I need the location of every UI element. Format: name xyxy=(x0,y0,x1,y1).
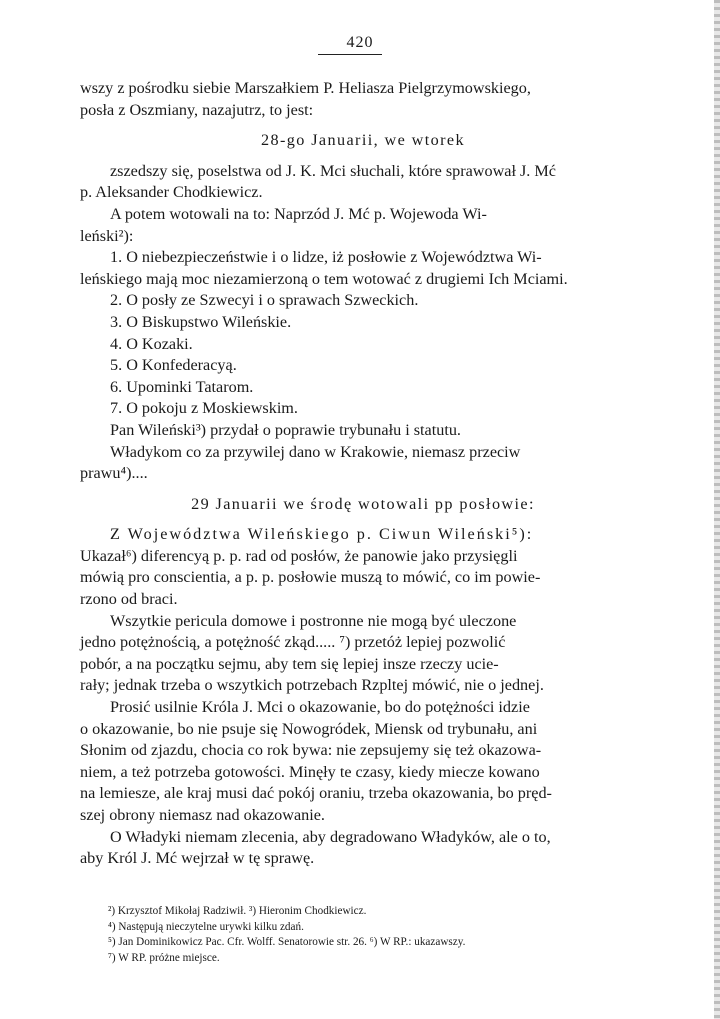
list-item: 2. O posły ze Szwecyi i o sprawach Szweckich. xyxy=(110,291,419,310)
list-item: 6. Upominki Tatarom. xyxy=(110,377,254,396)
text-line: wszy z pośrodku siebie Marszałkiem P. Heliasza Pielgrzymowskiego, xyxy=(80,79,531,97)
text-line: A potem wotowali na to: Naprzód J. Mć p. Wojewoda Wi- xyxy=(110,204,487,223)
text-line: rały; jednak trzeba o wszytkich potrzebach Rzpltej mówić, nie o jednej. xyxy=(80,676,544,695)
footnote: ⁵) Jan Dominikowicz Pac. Cfr. Wolff. Senatorowie str. 26. ⁶) W RP.: ukazawszy. xyxy=(108,936,466,949)
text-line: Ukazał⁶) diferencyą p. p. rad od posłów, że panowie jako przysięgli xyxy=(80,546,518,565)
text-line: posła z Oszmiany, nazajutrz, to jest: xyxy=(80,100,314,119)
text-line: mówią pro conscientia, a p. p. posłowie muszą to mówić, co im powie- xyxy=(80,568,541,587)
text-line: Władykom co za przywilej dano w Krakowie, niemasz przeciw xyxy=(110,442,521,461)
text-line: Pan Wileński³) przydał o poprawie trybunału i statutu. xyxy=(110,420,461,439)
footnotes xyxy=(108,904,648,966)
text-line: na lemiesze, ale kraj musi dać pokój oraniu, trzeba okazowania, bo pręd- xyxy=(80,784,552,803)
text-line: Słonim od zjazdu, chocia co rok bywa: nie zepsujemy się też okazowa- xyxy=(80,741,542,760)
text-line: aby Król J. Mć wejrzał w tę sprawę. xyxy=(80,849,315,868)
section-heading: 28-go Januarii, we wtorek xyxy=(260,131,466,150)
scan-edge-strip xyxy=(714,0,720,1019)
page-number-rule xyxy=(318,54,382,55)
list-item: 4. O Kozaki. xyxy=(110,334,193,353)
text-line: Wszytkie pericula domowe i postronne nie mogą być uleczone xyxy=(110,611,517,630)
body-text xyxy=(80,78,646,870)
text-line: niem, a też potrzeba gotowości. Minęły te czasy, kiedy miecze kowano xyxy=(80,762,540,781)
text-line: Prosić usilnie Króla J. Mci o okazowanie, bo do potężności idzie xyxy=(110,698,530,717)
text-line: p. Aleksander Chodkiewicz. xyxy=(80,183,263,202)
text-line: prawu⁴).... xyxy=(80,464,148,483)
text-line: jedno potężnością, a potężność zkąd..... ⁷) przetóż lepiej pozwolić xyxy=(80,633,506,652)
list-item: 7. O pokoju z Moskiewskim. xyxy=(110,399,298,418)
section-heading: 29 Januarii we środę wotowali pp posłowie: xyxy=(191,494,535,513)
text-line: leński²): xyxy=(80,226,134,245)
text-line: leńskiego mają moc niezamierzoną o tem wotować z drugiemi Ich Mciami. xyxy=(80,269,568,288)
text-line: zszedszy się, poselstwa od J. K. Mci słuchali, które sprawował J. Mć xyxy=(110,161,556,180)
list-item: 5. O Konfederacyą. xyxy=(110,356,237,375)
list-item: 3. O Biskupstwo Wileńskie. xyxy=(110,312,292,331)
text-line: szej obrony niemasz nad okazowanie. xyxy=(80,806,325,824)
text-line: O Władyki niemam zlecenia, aby degradowano Władyków, ale o to, xyxy=(110,827,551,846)
list-item: 1. O niebezpieczeństwie i o lidze, iż posłowie z Województwa Wi- xyxy=(110,248,542,267)
text-line: Z Województwa Wileńskiego p. Ciwun Wileński⁵): xyxy=(110,525,534,544)
text-line: o okazowanie, bo nie psuje się Nowogródek, Miensk od trybunału, ani xyxy=(80,719,538,738)
footnote: ⁴) Następują nieczytelne urywki kilku zdań. xyxy=(108,920,304,933)
text-line: pobór, a na początku sejmu, aby tem się lepiej insze rzeczy ucie- xyxy=(80,654,499,673)
footnote: ⁷) W RP. próżne miejsce. xyxy=(108,951,220,964)
page-number: 420 xyxy=(346,34,374,51)
text-line: rzono od braci. xyxy=(80,590,178,609)
footnote: ²) Krzysztof Mikołaj Radziwił. ³) Hieronim Chodkiewicz. xyxy=(108,905,367,917)
